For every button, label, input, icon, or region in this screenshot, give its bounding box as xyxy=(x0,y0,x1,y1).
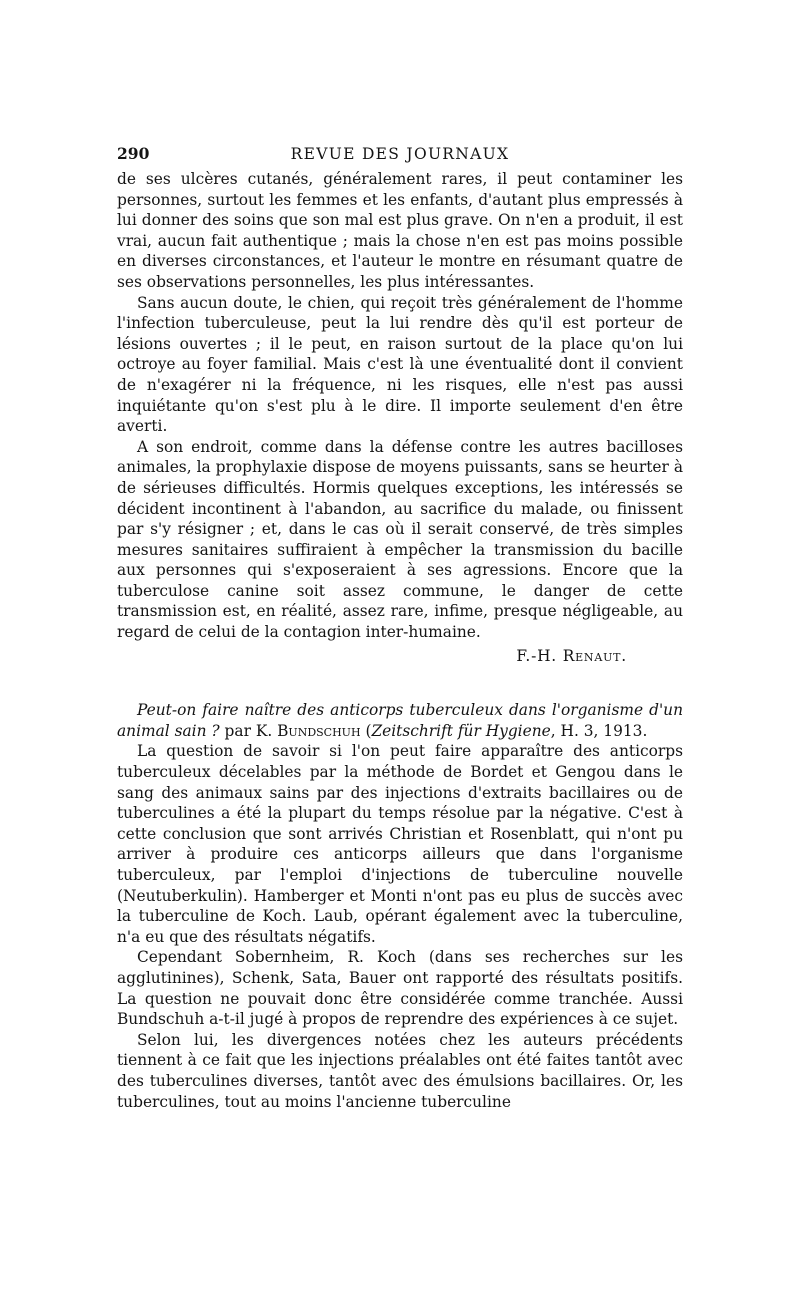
citation-by: par xyxy=(219,721,256,740)
page-number: 290 xyxy=(117,144,150,163)
citation-paren: ( xyxy=(360,721,372,740)
citation-details: , H. 3, 1913. xyxy=(550,721,648,740)
signature-name: Renaut. xyxy=(562,646,627,665)
document-page xyxy=(117,143,683,1112)
page-header xyxy=(117,143,683,169)
review-title: Peut-on faire naître des anticorps tuberculeux dans l'organisme d'un animal sain ? xyxy=(117,701,683,740)
paragraph: Selon lui, les divergences notées chez les auteurs précédents tiennent à ce fait que les injections préalables ont été faites tantôt avec des tuberculines diverses, tantôt avec des émulsions bacillaires. Or, les tuberculines, tout au moins l'ancienne tuberculine xyxy=(117,1030,683,1111)
section-spacer xyxy=(117,666,683,700)
paragraph: La question de savoir si l'on peut faire apparaître des anticorps tuberculeux décelables par la méthode de Bordet et Gengou dans le sang des animaux sains par des injections d'extraits bacillaires ou de tuberculines a été la plupart du temps résolue par la négative. C'est à cette conclusion que sont arrivés Christian et Rosenblatt, qui n'ont pu arriver à produire ces anticorps ailleurs que dans l'organisme tuberculeux, par l'emploi d'injections de tuberculine nouvelle (Neutuberkulin). Hamberger et Monti n'ont pas eu plus de succès avec la tuberculine de Koch. Laub, opérant également avec la tuberculine, n'a eu que des résultats négatifs. xyxy=(117,742,683,946)
paragraph: Cependant Sobernheim, R. Koch (dans ses recherches sur les agglutinines), Schenk, Sata, Bauer ont rapporté des résultats positifs. La question ne pouvait donc être considérée comme tranchée. Aussi Bundschuh a-t-il jugé à propos de reprendre des expériences à ce sujet. xyxy=(117,948,683,1029)
paragraph: Sans aucun doute, le chien, qui reçoit très généralement de l'homme l'infection tuberculeuse, peut la lui rendre dès qu'il est porteur de lésions ouvertes ; il le peut, en raison surtout de la place qu'on lui octroye au foyer familial. Mais c'est là une éventualité dont il convient de n'exagérer ni la fréquence, ni les risques, elle n'est pas aussi inquiétante qu'on s'est plu à le dire. Il importe seulement d'en être averti. xyxy=(117,293,683,436)
journal-name: Zeitschrift für Hygiene xyxy=(371,721,551,740)
review-citation xyxy=(117,700,683,741)
review-author: K. Bundschuh xyxy=(255,721,361,740)
signature-initials: F.-H. xyxy=(516,646,557,665)
author-signature xyxy=(117,646,627,667)
paragraph: A son endroit, comme dans la défense contre les autres bacilloses animales, la prophylaxie dispose de moyens puissants, sans se heurter à de sérieuses difficultés. Hormis quelques exceptions, les intéressés se décident incontinent à l'abandon, au sacrifice du malade, ou finissent par s'y résigner ; et, dans le cas où il serait conservé, de très simples mesures sanitaires suffiraient à empêcher la transmission du bacille aux personnes qui s'exposeraient à ses agressions. Encore que la tuberculose canine soit assez commune, le danger de cette transmission est, en réalité, assez rare, infime, presque négligeable, au regard de celui de la contagion inter-humaine. xyxy=(117,437,683,642)
paragraph-continuation: de ses ulcères cutanés, généralement rares, il peut contaminer les personnes, surtout les femmes et les enfants, d'autant plus empressés à lui donner des soins que son mal est plus grave. On n'en a produit, il est vrai, aucun fait authentique ; mais la chose n'en est pas moins possible en diverses circonstances, et l'auteur le montre en résumant quatre de ses observations personnelles, les plus intéressantes. xyxy=(117,170,683,291)
running-head: REVUE DES JOURNAUX xyxy=(290,145,510,163)
